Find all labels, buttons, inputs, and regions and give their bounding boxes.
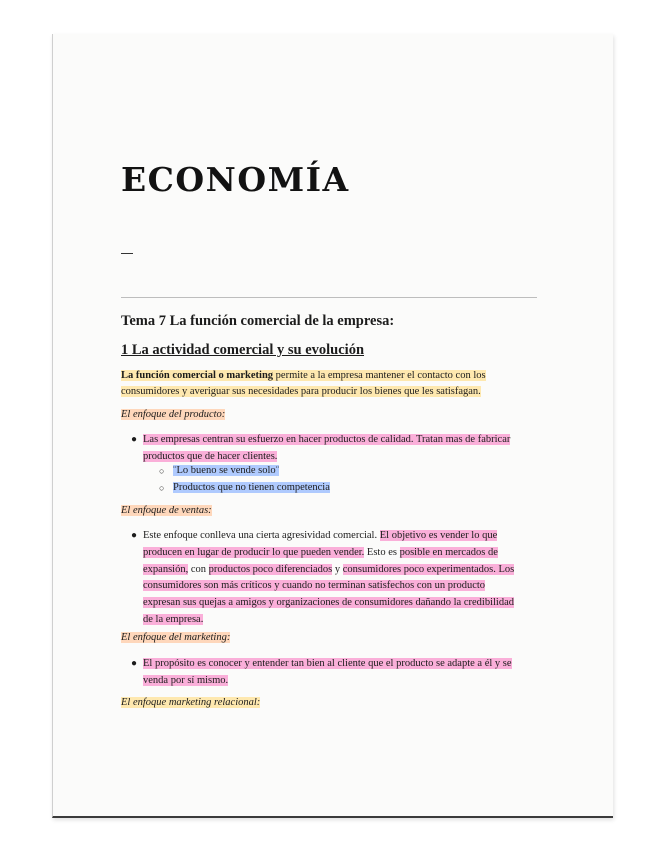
producto-sub-item-2: ○ Productos que no tienen competencia <box>173 480 330 496</box>
ventas-text-2c: posible en mercados de <box>399 546 498 558</box>
marketing-bullet <box>131 656 547 689</box>
horizontal-rule <box>121 297 537 298</box>
label-enfoque-marketing: El enfoque del marketing: <box>121 632 231 643</box>
label-enfoque-ventas: El enfoque de ventas: <box>121 505 212 516</box>
producto-bullet-line1: Las empresas centran su esfuerzo en hacer productos de calidad. Tratan mas de fabricar <box>143 434 511 445</box>
ventas-bullet <box>131 528 547 629</box>
ventas-text-3f: Los <box>495 563 515 575</box>
producto-bullet-line2: productos que de hacer clientes. <box>143 450 278 462</box>
ventas-text-1b: El objetivo es vender lo que <box>379 530 498 541</box>
label-enfoque-producto: El enfoque del producto: <box>121 409 226 420</box>
label-enfoque-relacional: El enfoque marketing relacional: <box>121 697 261 708</box>
ventas-text-3e: consumidores poco experimentados. <box>342 563 496 575</box>
ventas-text-6: de la empresa. <box>143 613 204 625</box>
bullet-dot: ● <box>131 658 138 669</box>
producto-sub-item-1: ○ ¨Lo bueno se vende solo¨ <box>173 463 279 479</box>
intro-text-1: permite a la empresa mantener el contacto con los <box>273 370 486 381</box>
title-dash <box>121 253 133 254</box>
sub-bullet-circle: ○ <box>159 466 165 476</box>
sub-bullet-circle: ○ <box>159 483 165 493</box>
bullet-dot: ● <box>131 530 138 541</box>
ventas-text-2b: Esto es <box>364 546 400 558</box>
intro-paragraph <box>121 368 541 400</box>
document-title: ECONOMÍA <box>121 160 350 199</box>
marketing-text-1: El propósito es conocer y entender tan bien al cliente que el producto se adapte a él y se <box>143 658 512 669</box>
ventas-text-3d: y <box>332 563 343 575</box>
intro-text-2: consumidores y averiguar sus necesidades para producir los bienes que les satisfagan. <box>121 386 481 397</box>
topic-heading: Tema 7 La función comercial de la empresa: <box>121 313 395 329</box>
ventas-text-5: expresan sus quejas a amigos y organizaciones de consumidores dañando la credibilidad <box>143 597 514 609</box>
producto-bullet <box>131 432 547 465</box>
ventas-text-1a: Este enfoque conlleva una cierta agresividad comercial. <box>143 530 378 541</box>
ventas-text-4: consumidores son más críticos y cuando no terminan satisfechos con un producto <box>143 580 486 592</box>
section-heading: 1 La actividad comercial y su evolución <box>121 342 365 358</box>
ventas-text-3a: expansión, <box>143 563 189 575</box>
ventas-text-3b: con <box>188 563 209 575</box>
ventas-text-3c: productos poco diferenciados <box>208 563 333 575</box>
marketing-text-2: venda por sí mismo. <box>143 674 229 686</box>
intro-bold-term: La función comercial o marketing <box>121 370 274 381</box>
ventas-text-2a: producen en lugar de producir lo que pueden vender. <box>143 546 365 558</box>
bullet-dot: ● <box>131 434 138 445</box>
